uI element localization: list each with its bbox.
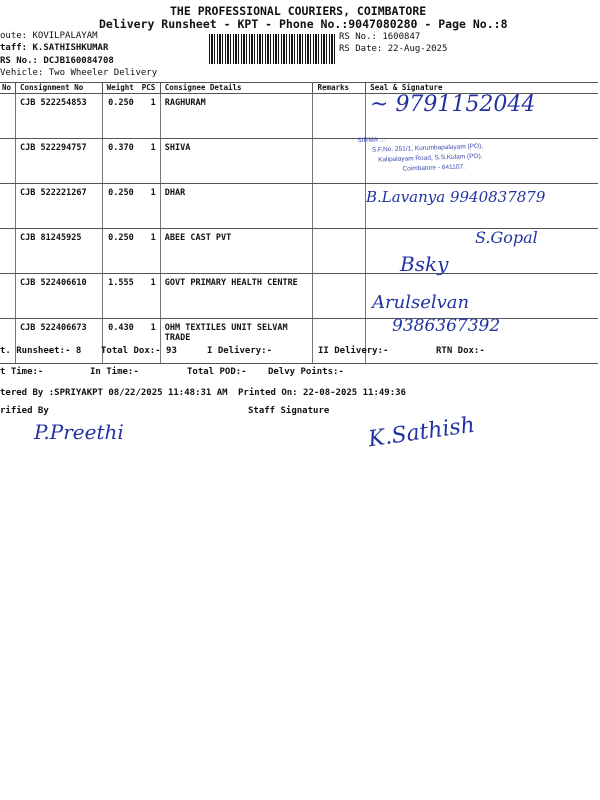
table-row xyxy=(0,139,598,184)
cell-consignee: ABEE CAST PVT xyxy=(160,229,313,274)
cell-consignment: CJB 522221267 xyxy=(16,184,103,229)
ii-delivery: II Delivery:- xyxy=(318,346,389,356)
cell-weight: 0.370 xyxy=(102,139,138,184)
staff-signature: K.Sathish xyxy=(366,412,477,453)
company-title: THE PROFESSIONAL COURIERS, COIMBATORE xyxy=(170,4,427,18)
runsheet-subtitle: Delivery Runsheet - KPT - Phone No.:9047080280 - Page No.:8 xyxy=(99,17,508,31)
cell-pcs: 1 xyxy=(138,94,160,139)
cell-consignment: CJB 81245925 xyxy=(16,229,103,274)
col-weight: Weight xyxy=(102,83,138,94)
stamp-line: Kalipalayam Road, S.S.Kulam (PO), xyxy=(378,152,483,164)
stamp-line: S.F.No. 251/1, Kurumbapalayam (PO), xyxy=(371,142,484,154)
cell-no xyxy=(0,319,16,364)
cell-consignee: OHM TEXTILES UNIT SELVAM TRADE xyxy=(160,319,313,364)
barcode xyxy=(209,34,337,64)
cell-pcs: 1 xyxy=(138,229,160,274)
cell-pcs: 1 xyxy=(138,319,160,364)
cell-consignee: SHIVA xyxy=(160,139,313,184)
cell-weight: 0.250 xyxy=(102,229,138,274)
table-row xyxy=(0,319,598,364)
delivery-points: Delvy Points:- xyxy=(268,367,344,377)
phone-row6: 9386367392 xyxy=(392,316,501,336)
cell-consignment: CJB 522294757 xyxy=(16,139,103,184)
col-remarks: Remarks xyxy=(313,83,366,94)
col-no: No xyxy=(0,83,16,94)
cell-remarks xyxy=(313,94,366,139)
runsheet-count: t. Runsheet:- 8 xyxy=(0,346,82,356)
i-delivery: I Delivery:- xyxy=(207,346,273,356)
cell-pcs: 1 xyxy=(138,274,160,319)
cell-consignee: RAGHURAM xyxy=(160,94,313,139)
cell-consignee: DHAR xyxy=(160,184,313,229)
entered-by: tered By :SPRIYAKPT 08/22/2025 11:48:31 AM xyxy=(0,388,228,398)
cell-pcs: 1 xyxy=(138,139,160,184)
col-pcs: PCS xyxy=(138,83,160,94)
rs-date: RS Date: 22-Aug-2025 xyxy=(339,44,448,54)
cell-weight: 0.250 xyxy=(102,184,138,229)
in-time: In Time:- xyxy=(90,367,139,377)
cell-consignment: CJB 522406610 xyxy=(16,274,103,319)
cell-weight: 1.555 xyxy=(102,274,138,319)
cell-no xyxy=(0,229,16,274)
verified-signature: P.Preethi xyxy=(34,420,124,444)
verified-by-label: rified By xyxy=(0,406,49,416)
staff: taff: K.SATHISHKUMAR xyxy=(0,43,109,53)
company-stamp xyxy=(357,132,484,176)
consignment-table xyxy=(0,82,598,364)
cell-weight: 0.250 xyxy=(102,94,138,139)
col-consignee: Consignee Details xyxy=(160,83,313,94)
stamp-line: Coimbatore - 641107. xyxy=(402,163,465,173)
cell-no xyxy=(0,94,16,139)
vehicle: Vehicle: Two Wheeler Delivery xyxy=(0,68,158,78)
signature-row6: Arulselvan xyxy=(372,292,470,313)
signature-row5: Bsky xyxy=(400,252,449,276)
stamp-line: SIRMA ... xyxy=(357,136,386,145)
cell-no xyxy=(0,274,16,319)
drs-number: RS No.: DCJB160084708 xyxy=(0,56,114,66)
cell-consignee: GOVT PRIMARY HEALTH CENTRE xyxy=(160,274,313,319)
total-pod: Total POD:- xyxy=(187,367,247,377)
out-time: t Time:- xyxy=(0,367,44,377)
route: oute: KOVILPALAYAM xyxy=(0,31,98,41)
rs-number: RS No.: 1600847 xyxy=(339,32,421,42)
cell-remarks xyxy=(313,229,366,274)
col-seal-signature: Seal & Signature xyxy=(366,83,598,94)
phone-row1: 9791152044 xyxy=(395,92,536,117)
rtn-dox: RTN Dox:- xyxy=(436,346,485,356)
signature-row4: S.Gopal xyxy=(475,228,538,247)
total-dox: Total Dox:- 93 xyxy=(101,346,177,356)
signature-row3: B.Lavanya 9940837879 xyxy=(366,188,546,206)
staff-signature-label: Staff Signature xyxy=(248,406,330,416)
cell-no xyxy=(0,184,16,229)
cell-pcs: 1 xyxy=(138,184,160,229)
printed-on: Printed On: 22-08-2025 11:49:36 xyxy=(238,388,406,398)
table-row xyxy=(0,274,598,319)
cell-consignment: CJB 522254853 xyxy=(16,94,103,139)
cell-consignment: CJB 522406673 xyxy=(16,319,103,364)
cell-no xyxy=(0,139,16,184)
cell-remarks xyxy=(313,274,366,319)
signature-row1: ~ 9791152044 xyxy=(370,92,536,117)
cell-remarks xyxy=(313,319,366,364)
cell-remarks xyxy=(313,184,366,229)
cell-weight: 0.430 xyxy=(102,319,138,364)
col-consignment: Consignment No xyxy=(16,83,103,94)
